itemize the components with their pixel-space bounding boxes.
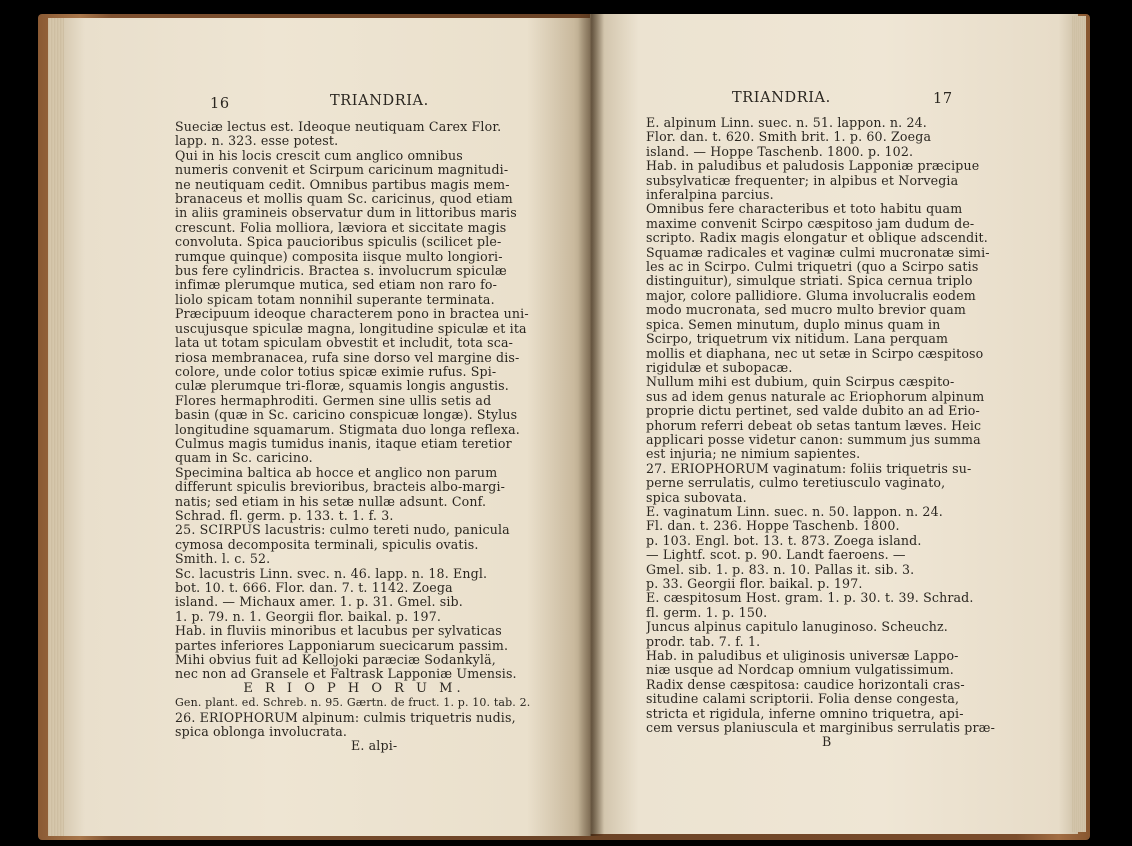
text-line: rumque quinque) composita iisque multo longiori-: [175, 249, 503, 264]
text-line: bus fere cylindricis. Bractea s. involucrum spiculæ: [175, 264, 507, 279]
text-line: lapp. n. 323. esse potest.: [175, 134, 339, 149]
text-line: sus ad idem genus naturale ac Eriophorum alpinum: [646, 389, 985, 404]
text-line: Hab. in paludibus et paludosis Lapponiæ præcipue: [646, 159, 980, 174]
text-line: fl. germ. 1. p. 150.: [646, 605, 768, 620]
text-line: island. — Michaux amer. 1. p. 31. Gmel. sib.: [175, 595, 463, 610]
text-line: longitudine squamarum. Stigmata duo longa reflexa.: [175, 422, 520, 437]
text-line: Gen. plant. ed. Schreb. n. 95. Gærtn. de fruct. 1. p. 10. tab. 2.: [175, 696, 531, 710]
text-line: E. alpinum Linn. suec. n. 51. lappon. n. 24.: [646, 116, 927, 130]
right-page-edges: [1072, 16, 1086, 832]
text-line: — Lightf. scot. p. 90. Landt faeroens. —: [646, 548, 906, 563]
text-line: E. alpi-: [351, 739, 398, 754]
text-line: partes inferiores Lapponiarum suecicarum passim.: [175, 638, 509, 653]
left-page-number: 16: [210, 96, 230, 112]
text-line: E R I O P H O R U M.: [243, 681, 465, 696]
text-line: Sc. lacustris Linn. svec. n. 46. lapp. n. 18. Engl.: [175, 566, 488, 581]
text-line: p. 33. Georgii flor. baikal. p. 197.: [646, 577, 863, 591]
text-line: natis; sed etiam in his setæ nullæ adsunt. Conf.: [175, 494, 487, 509]
text-line: Fl. dan. t. 236. Hoppe Taschenb. 1800.: [646, 519, 900, 534]
text-line: differunt spiculis brevioribus, bracteis albo-margi-: [175, 480, 506, 495]
text-line: Sueciæ lectus est. Ideoque neutiquam Carex Flor.: [175, 120, 502, 134]
text-line: phorum referri debeat ob setas tantum læves. Heic: [646, 418, 982, 433]
text-line: Scirpo, triquetrum vix nitidum. Lana perquam: [646, 332, 949, 347]
text-line: Culmus magis tumidus inanis, itaque etiam teretior: [175, 436, 512, 451]
text-line: numeris convenit et Scirpum caricinum magnitudi-: [175, 163, 509, 178]
text-line: scripto. Radix magis elongatur et oblique adscendit.: [646, 231, 988, 246]
text-line: culæ plerumque tri-floræ, squamis longis angustis.: [175, 379, 509, 394]
text-line: Specimina baltica ab hocce et anglico non parum: [175, 465, 498, 480]
text-line: Flor. dan. t. 620. Smith brit. 1. p. 60. Zoega: [646, 130, 932, 145]
text-line: 26. ERIOPHORUM alpinum: culmis triquetris nudis,: [175, 710, 516, 725]
text-line: niæ usque ad Nordcap omnium vulgatissimum.: [646, 663, 954, 678]
text-line: branaceus et mollis quam Sc. caricinus, quod etiam: [175, 192, 513, 207]
text-line: modo mucronata, sed mucro multo brevior quam: [646, 303, 966, 318]
text-line: in aliis gramineis observatur dum in littoribus maris: [175, 206, 517, 221]
text-line: Hab. in fluviis minoribus et lacubus per sylvaticas: [175, 624, 502, 639]
text-line: inferalpina parcius.: [646, 188, 774, 203]
text-line: Schrad. fl. germ. p. 133. t. 1. f. 3.: [175, 508, 394, 523]
text-line: Omnibus fere characteribus et toto habitu quam: [646, 202, 963, 217]
left-page-text: [175, 120, 533, 754]
text-line: 27. ERIOPHORUM vaginatum: foliis triquetris su-: [646, 461, 972, 476]
text-line: Juncus alpinus capitulo lanuginoso. Scheuchz.: [646, 620, 948, 635]
text-line: island. — Hoppe Taschenb. 1800. p. 102.: [646, 144, 914, 159]
right-page-number: 17: [933, 91, 953, 107]
text-line: Nullum mihi est dubium, quin Scirpus cæspito-: [646, 375, 955, 390]
text-line: spica oblonga involucrata.: [175, 725, 348, 740]
text-line: distinguitur), simulque striati. Spica cernua triplo: [646, 274, 973, 289]
text-line: Flores hermaphroditi. Germen sine ullis setis ad: [175, 393, 492, 408]
text-line: Smith. l. c. 52.: [175, 552, 271, 567]
text-line: prodr. tab. 7. f. 1.: [646, 634, 761, 649]
text-line: convoluta. Spica paucioribus spiculis (scilicet ple-: [175, 235, 502, 250]
text-line: est injuria; ne nimium sapientes.: [646, 447, 861, 462]
text-line: infimæ plerumque mutica, sed etiam non raro fo-: [175, 278, 498, 293]
text-line: major, colore pallidiore. Gluma involucralis eodem: [646, 288, 976, 303]
text-line: applicari posse videtur canon: summum jus summa: [646, 432, 981, 447]
text-line: crescunt. Folia molliora, læviora et siccitate magis: [175, 220, 507, 235]
text-line: 25. SCIRPUS lacustris: culmo tereti nudo, panicula: [175, 523, 510, 538]
text-line: p. 103. Engl. bot. 13. t. 873. Zoega island.: [646, 533, 922, 548]
text-line: B: [822, 735, 832, 750]
text-line: colore, unde color totius spicæ eximie rufus. Spi-: [175, 364, 497, 379]
book-gutter: [578, 14, 604, 836]
text-line: Gmel. sib. 1. p. 83. n. 10. Pallas it. sib. 3.: [646, 562, 915, 577]
text-line: liolo spicam totam nonnihil superante terminata.: [175, 292, 495, 307]
text-line: lata ut totam spiculam obvestit et includit, tota sca-: [175, 336, 514, 351]
text-line: basin (quæ in Sc. caricino conspicuæ longæ). Stylus: [175, 408, 518, 423]
text-line: perne serrulatis, culmo teretiusculo vaginato,: [646, 476, 946, 491]
left-running-head: TRIANDRIA.: [330, 93, 429, 109]
text-line: cymosa decomposita terminali, spiculis ovatis.: [175, 537, 479, 552]
text-line: Squamæ radicales et vaginæ culmi mucronatæ simi-: [646, 245, 990, 260]
text-line: ne neutiquam cedit. Omnibus partibus magis mem-: [175, 177, 510, 192]
text-line: situdine calami scriptorii. Folia dense congesta,: [646, 692, 960, 707]
text-line: riosa membranacea, rufa sine dorso vel margine dis-: [175, 350, 520, 365]
text-line: Radix dense cæspitosa: caudice horizontali cras-: [646, 677, 965, 692]
right-running-head: TRIANDRIA.: [732, 90, 831, 106]
text-line: maxime convenit Scirpo cæspitoso jam dudum de-: [646, 216, 975, 231]
right-page-text: [646, 116, 1020, 750]
text-line: uscujusque spiculæ magna, longitudine spiculæ et ita: [175, 321, 527, 336]
text-line: les ac in Scirpo. Culmi triquetri (quo a Scirpo satis: [646, 260, 979, 275]
text-line: mollis et diaphana, nec ut setæ in Scirpo cæspitoso: [646, 346, 984, 361]
text-line: E. vaginatum Linn. suec. n. 50. lappon. n. 24.: [646, 504, 943, 519]
text-line: stricta et rigidula, inferne omnino triquetra, api-: [646, 706, 964, 721]
text-line: subsylvaticæ frequenter; in alpibus et Norvegia: [646, 173, 959, 188]
text-line: nec non ad Gransele et Faltrask Lapponiæ Umensis.: [175, 667, 517, 682]
text-line: cem versus planiuscula et marginibus serrulatis præ-: [646, 721, 996, 736]
text-line: rigidulæ et subopacæ.: [646, 360, 793, 375]
text-line: Præcipuum ideoque characterem pono in bractea uni-: [175, 307, 529, 322]
text-line: Hab. in paludibus et uliginosis universæ Lappo-: [646, 649, 959, 664]
text-line: Qui in his locis crescit cum anglico omnibus: [175, 148, 463, 163]
text-line: 1. p. 79. n. 1. Georgii flor. baikal. p. 197.: [175, 609, 442, 624]
text-line: bot. 10. t. 666. Flor. dan. 7. t. 1142. Zoega: [175, 581, 453, 595]
text-line: spica subovata.: [646, 490, 747, 505]
text-line: quam in Sc. caricino.: [175, 451, 313, 466]
text-line: Mihi obvius fuit ad Kellojoki paræciæ Sodankylä,: [175, 653, 496, 668]
text-line: spica. Semen minutum, duplo minus quam in: [646, 317, 941, 332]
text-line: E. cæspitosum Host. gram. 1. p. 30. t. 39. Schrad.: [646, 591, 974, 606]
text-line: proprie dictu pertinet, sed valde dubito an ad Erio-: [646, 404, 980, 419]
